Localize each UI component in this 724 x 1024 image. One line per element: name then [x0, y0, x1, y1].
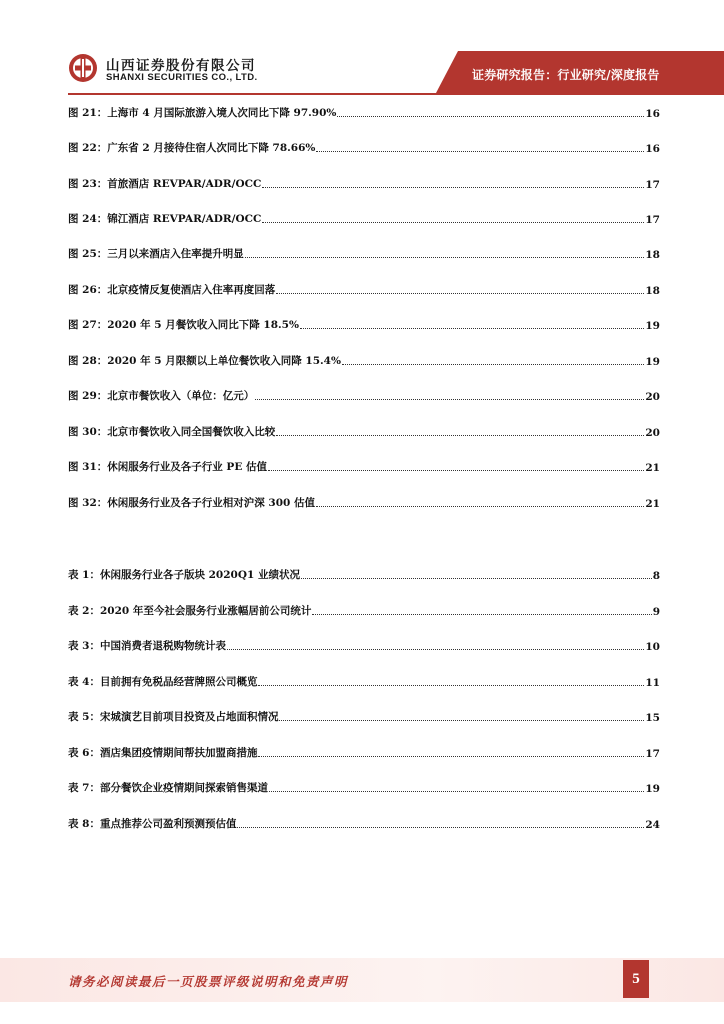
- toc-entry-label: 图 24：锦江酒店 REVPAR/ADR/OCC: [68, 213, 262, 225]
- toc-leader-dots: [227, 648, 644, 650]
- toc-leader-dots: [316, 150, 644, 152]
- toc-entry-figure-22[interactable]: [68, 139, 660, 155]
- toc-entry-label: 表 3：中国消费者退税购物统计表: [68, 640, 226, 652]
- toc-entry-figure-32[interactable]: [68, 494, 660, 510]
- toc-page-number: 8: [652, 570, 660, 582]
- company-name-en: SHANXI SECURITIES CO., LTD.: [106, 72, 258, 83]
- toc-entry-table-3[interactable]: [68, 637, 660, 653]
- toc-entry-label: 表 1：休闲服务行业各子版块 2020Q1 业绩状况: [68, 569, 300, 581]
- toc-leader-dots: [316, 505, 644, 507]
- toc-entry-table-2[interactable]: [68, 602, 660, 618]
- toc-entry-label: 图 31：休闲服务行业及各子行业 PE 估值: [68, 461, 267, 473]
- toc-page-number: 19: [645, 320, 660, 332]
- toc-page-number: 19: [645, 783, 660, 795]
- toc-entry-figure-27[interactable]: [68, 316, 660, 332]
- toc-entry-table-4[interactable]: [68, 673, 660, 689]
- toc-page-number: 21: [645, 462, 660, 474]
- toc-leader-dots: [276, 292, 644, 294]
- toc-leader-dots: [258, 755, 644, 757]
- toc-page-number: 11: [645, 677, 660, 689]
- toc-leader-dots: [245, 256, 645, 258]
- toc-entry-label: 图 23：首旅酒店 REVPAR/ADR/OCC: [68, 178, 262, 190]
- toc-entry-figure-21[interactable]: [68, 104, 660, 120]
- toc-leader-dots: [237, 826, 644, 828]
- toc-entry-figure-30[interactable]: [68, 423, 660, 439]
- toc-entry-label: 图 29：北京市餐饮收入（单位：亿元）: [68, 390, 255, 402]
- toc-leader-dots: [258, 684, 644, 686]
- page-header: [0, 0, 724, 100]
- page-number: 5: [623, 960, 649, 998]
- toc-entry-label: 图 30：北京市餐饮收入同全国餐饮收入比较: [68, 426, 276, 438]
- toc-leader-dots: [262, 221, 644, 223]
- toc-entry-table-1[interactable]: [68, 566, 660, 582]
- toc-page-number: 18: [645, 249, 660, 261]
- toc-entry-figure-31[interactable]: [68, 458, 660, 474]
- toc-entry-label: 图 32：休闲服务行业及各子行业相对沪深 300 估值: [68, 497, 315, 509]
- toc-entry-label: 图 28：2020 年 5 月限额以上单位餐饮收入同降 15.4%: [68, 355, 341, 367]
- toc-entry-figure-24[interactable]: [68, 210, 660, 226]
- toc-entry-label: 表 6：酒店集团疫情期间帮扶加盟商措施: [68, 747, 258, 759]
- toc-page-number: 17: [645, 214, 660, 226]
- toc-leader-dots: [269, 790, 644, 792]
- toc-page-number: 17: [645, 179, 660, 191]
- header-divider: [68, 93, 724, 95]
- toc-entry-figure-25[interactable]: [68, 245, 660, 261]
- toc-page-number: 16: [645, 108, 660, 120]
- toc-leader-dots: [342, 363, 644, 365]
- toc-page-number: 9: [652, 606, 660, 618]
- toc-page-number: 20: [645, 391, 660, 403]
- toc-leader-dots: [262, 186, 644, 188]
- toc-entry-label: 图 26：北京疫情反复使酒店入住率再度回落: [68, 284, 276, 296]
- toc-entry-figure-26[interactable]: [68, 281, 660, 297]
- toc-page-number: 15: [645, 712, 660, 724]
- toc-leader-dots: [312, 613, 651, 615]
- toc-page-number: 18: [645, 285, 660, 297]
- toc-page-number: 24: [645, 819, 660, 831]
- toc-entry-figure-23[interactable]: [68, 175, 660, 191]
- toc-leader-dots: [337, 115, 644, 117]
- toc-entry-table-6[interactable]: [68, 744, 660, 760]
- toc-entry-label: 图 25：三月以来酒店入住率提升明显: [68, 248, 244, 260]
- toc-page-number: 19: [645, 356, 660, 368]
- toc-leader-dots: [255, 398, 644, 400]
- toc-entry-table-7[interactable]: [68, 779, 660, 795]
- toc-entry-figure-28[interactable]: [68, 352, 660, 368]
- toc-page-number: 17: [645, 748, 660, 760]
- company-name-cn: 山西证券股份有限公司: [106, 58, 256, 74]
- toc-page-number: 10: [645, 641, 660, 653]
- toc-leader-dots: [276, 434, 644, 436]
- toc-entry-label: 表 4：目前拥有免税品经营牌照公司概览: [68, 676, 258, 688]
- toc-entry-figure-29[interactable]: [68, 387, 660, 403]
- toc-leader-dots: [300, 327, 644, 329]
- footer-disclaimer: 请务必阅读最后一页股票评级说明和免责声明: [68, 974, 349, 989]
- toc-entry-label: 表 5：宋城演艺目前项目投资及占地面积情况: [68, 711, 279, 723]
- toc-leader-dots: [279, 719, 644, 721]
- toc-leader-dots: [301, 577, 652, 579]
- toc-leader-dots: [268, 469, 644, 471]
- toc-entry-table-8[interactable]: [68, 815, 660, 831]
- toc-entry-table-5[interactable]: [68, 708, 660, 724]
- toc-entry-label: 表 7：部分餐饮企业疫情期间探索销售渠道: [68, 782, 268, 794]
- report-type: 证券研究报告：行业研究/深度报告: [472, 68, 660, 82]
- toc-entry-label: 图 22：广东省 2 月接待住宿人次同比下降 78.66%: [68, 142, 316, 154]
- toc-entry-label: 表 2：2020 年至今社会服务行业涨幅居前公司统计: [68, 605, 312, 617]
- shanxi-securities-logo-icon: [68, 53, 98, 83]
- toc-entry-label: 图 27：2020 年 5 月餐饮收入同比下降 18.5%: [68, 319, 299, 331]
- toc-entry-label: 图 21：上海市 4 月国际旅游入境人次同比下降 97.90%: [68, 107, 337, 119]
- toc-page-number: 20: [645, 427, 660, 439]
- toc-entry-label: 表 8：重点推荐公司盈利预测预估值: [68, 818, 237, 830]
- toc-page-number: 21: [645, 498, 660, 510]
- toc-page-number: 16: [645, 143, 660, 155]
